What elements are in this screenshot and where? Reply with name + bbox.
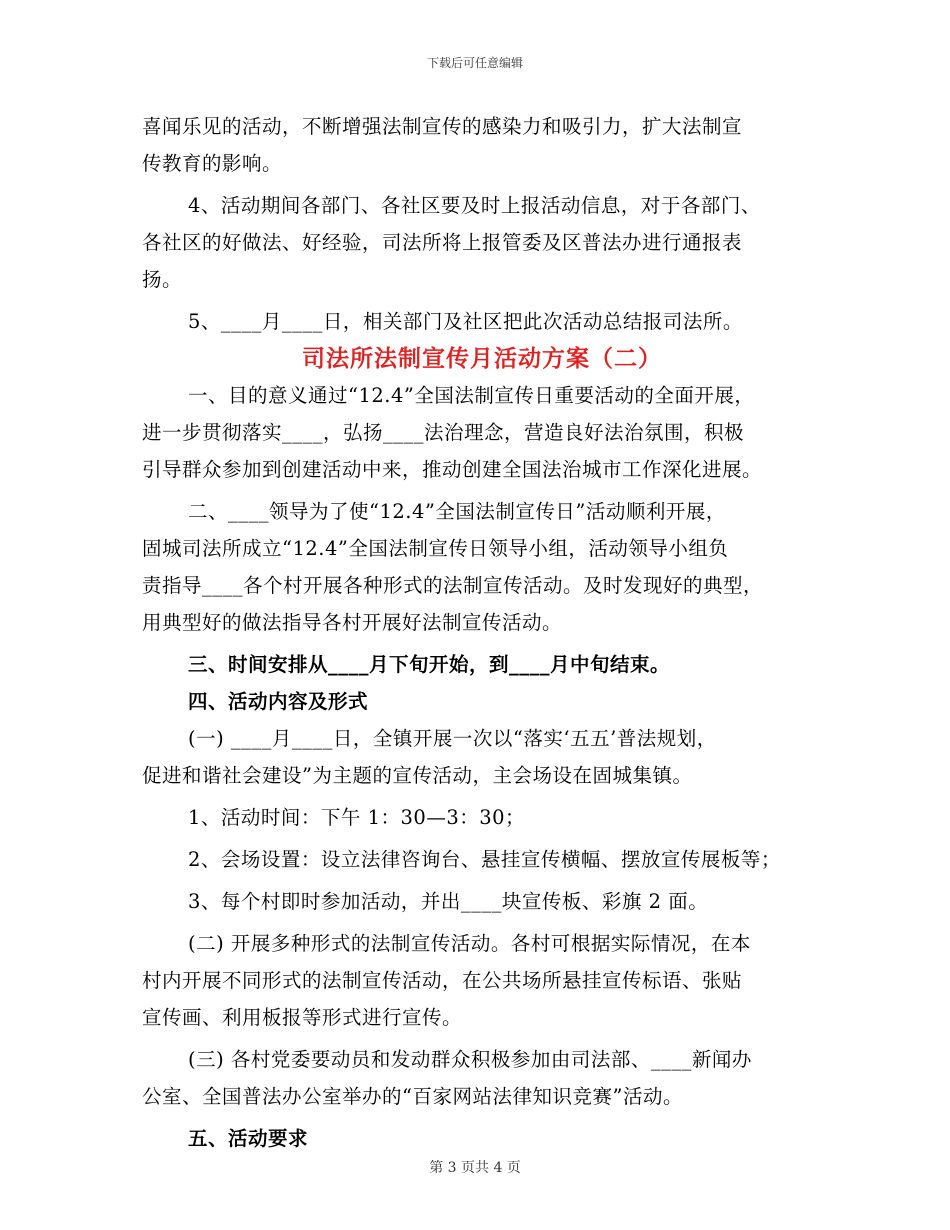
section-heading: 四、活动内容及形式 — [188, 690, 369, 713]
text-line: 进一步贯彻落实____，弘扬____法治理念，营造良好法治氛围，积极 — [142, 421, 745, 444]
section-title: 司法所法制宣传月活动方案（二） — [302, 345, 662, 372]
text-line: 用典型好的做法指导各村开展好法制宣传活动。 — [142, 611, 563, 634]
text-line: 一、目的意义通过“12.4”全国法制宣传日重要活动的全面开展， — [188, 384, 755, 407]
text-line: 2、会场设置：设立法律咨询台、悬挂宣传横幅、摆放宣传展板等； — [188, 848, 781, 871]
text-line: 喜闻乐见的活动，不断增强法制宣传的感染力和吸引力，扩大法制宣 — [142, 115, 743, 138]
text-line: (二) 开展多种形式的法制宣传活动。各村可根据实际情况，在本 — [188, 932, 751, 955]
text-line: 各社区的好做法、好经验，司法所将上报管委及区普法办进行通报表 — [142, 231, 743, 254]
page-number-footer: 第 3 页共 4 页 — [429, 1160, 521, 1176]
text-line: 促进和谐社会建设”为主题的宣传活动，主会场设在固城集镇。 — [142, 764, 693, 787]
text-line: 传教育的影响。 — [142, 152, 283, 175]
section-heading: 五、活动要求 — [188, 1127, 309, 1150]
text-line: (一) ____月____日，全镇开展一次以“落实‘五五’普法规划， — [188, 727, 717, 750]
document-body — [142, 108, 822, 1157]
text-line: 引导群众参加到创建活动中来，推动创建全国法治城市工作深化进展。 — [142, 458, 763, 481]
section-heading: 三、时间安排从____月下旬开始，到____月中旬结束。 — [188, 653, 671, 676]
text-line: 固城司法所成立“12.4”全国法制宣传日领导小组，活动领导小组负 — [142, 537, 729, 560]
text-line: 宣传画、利用板报等形式进行宣传。 — [142, 1006, 463, 1029]
text-line: (三) 各村党委要动员和发动群众积极参加由司法部、____新闻办 — [188, 1048, 752, 1071]
text-line: 村内开展不同形式的法制宣传活动，在公共场所悬挂宣传标语、张贴 — [142, 969, 743, 992]
text-line: 3、每个村即时参加活动，并出____块宣传板、彩旗 2 面。 — [188, 890, 709, 913]
text-line: 扬。 — [142, 268, 183, 291]
text-line: 公室、全国普法办公室举办的“百家网站法律知识竞赛”活动。 — [142, 1085, 683, 1108]
text-line: 5、____月____日，相关部门及社区把此次活动总结报司法所。 — [188, 310, 743, 333]
text-line: 二、____领导为了使“12.4”全国法制宣传日”活动顺利开展， — [188, 500, 726, 523]
text-line: 4、活动期间各部门、各社区要及时上报活动信息，对于各部门、 — [188, 194, 761, 217]
text-line: 责指导____各个村开展各种形式的法制宣传活动。及时发现好的典型， — [142, 574, 764, 597]
page-header-note: 下载后可任意编辑 — [426, 56, 523, 70]
text-line: 1、活动时间：下午 1：30—3：30； — [188, 806, 526, 829]
